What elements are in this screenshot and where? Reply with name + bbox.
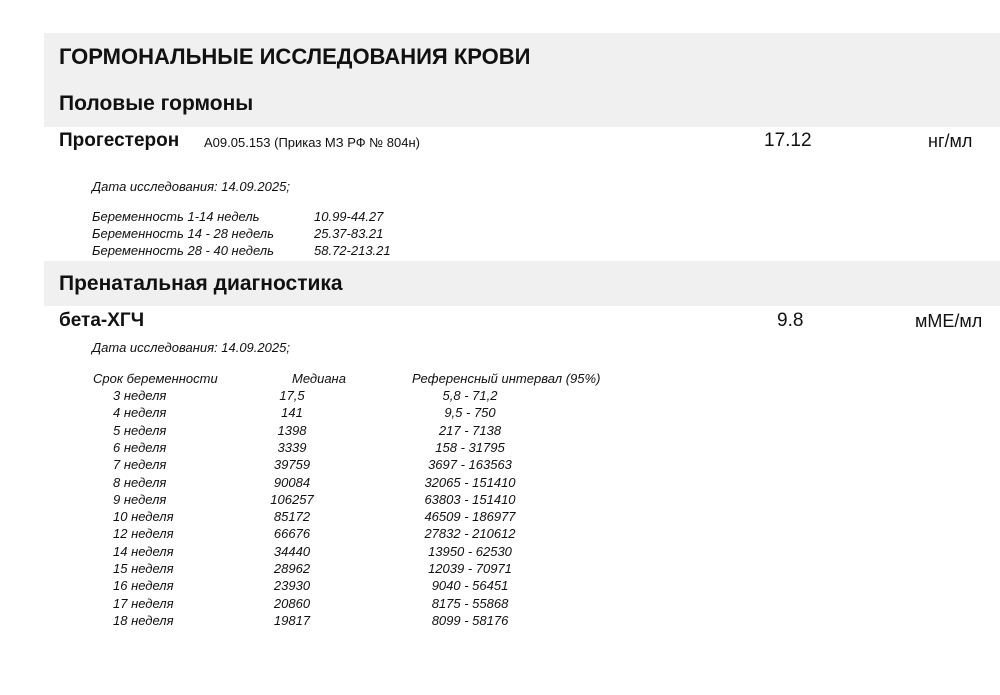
reference-interval-cell: 32065 - 151410	[424, 475, 516, 490]
result-unit-progesterone: нг/мл	[928, 131, 973, 151]
reference-interval-cell: 5,8 - 71,2	[442, 388, 498, 403]
gestation-week-cell: 16 неделя	[113, 578, 174, 593]
reference-interval-cell: 13950 - 62530	[428, 544, 512, 559]
gestation-week-cell: 17 неделя	[113, 596, 174, 611]
reference-interval-cell: 3697 - 163563	[428, 457, 512, 472]
gestation-week-cell: 7 неделя	[113, 457, 167, 472]
median-cell: 3339	[277, 440, 307, 455]
median-cell: 141	[281, 405, 303, 420]
reference-label: Беременность 14 - 28 недель	[92, 226, 274, 241]
test-name-hcg: бета-ХГЧ	[59, 310, 145, 331]
test-code-progesterone: A09.05.153 (Приказ МЗ РФ № 804н)	[204, 135, 420, 150]
reference-interval-cell: 8099 - 58176	[431, 613, 509, 628]
gestation-week-cell: 18 неделя	[113, 613, 174, 628]
gestation-week-cell: 12 неделя	[113, 526, 174, 541]
median-cell: 90084	[273, 475, 311, 490]
reference-interval-cell: 27832 - 210612	[424, 526, 516, 541]
reference-interval-cell: 63803 - 151410	[424, 492, 516, 507]
gestation-week-cell: 8 неделя	[113, 475, 167, 490]
result-value-progesterone: 17.12	[764, 130, 812, 151]
gestation-week-cell: 9 неделя	[113, 492, 167, 507]
gestation-week-cell: 14 неделя	[113, 544, 174, 559]
reference-label: Беременность 28 - 40 недель	[92, 243, 274, 258]
gestation-week-cell: 15 неделя	[113, 561, 174, 576]
gestation-week-cell: 10 неделя	[113, 509, 174, 524]
gestation-week-cell: 3 неделя	[113, 388, 167, 403]
median-cell: 39759	[273, 457, 311, 472]
reference-interval-cell: 8175 - 55868	[431, 596, 509, 611]
reference-interval-cell: 46509 - 186977	[424, 509, 516, 524]
median-cell: 28962	[273, 561, 311, 576]
reference-range: 58.72-213.21	[314, 243, 391, 258]
reference-interval-cell: 158 - 31795	[435, 440, 505, 455]
median-cell: 85172	[273, 509, 311, 524]
median-cell: 17,5	[279, 388, 305, 403]
median-cell: 23930	[273, 578, 311, 593]
result-value-hcg: 9.8	[777, 310, 804, 331]
column-header: Референсный интервал (95%)	[412, 371, 601, 386]
group-title-prenatal: Пренатальная диагностика	[59, 272, 343, 295]
result-unit-hcg: мМЕ/мл	[915, 311, 983, 331]
column-header: Срок беременности	[93, 371, 218, 386]
median-cell: 34440	[273, 544, 311, 559]
group-title-sex-hormones: Половые гормоны	[59, 92, 254, 115]
median-cell: 66676	[273, 526, 311, 541]
gestation-week-cell: 6 неделя	[113, 440, 167, 455]
reference-interval-cell: 9,5 - 750	[444, 405, 496, 420]
test-name-progesterone: Прогестерон	[59, 130, 180, 151]
section-title: ГОРМОНАЛЬНЫЕ ИССЛЕДОВАНИЯ КРОВИ	[59, 44, 531, 69]
study-date-hcg: Дата исследования: 14.09.2025;	[92, 340, 290, 355]
gestation-week-cell: 5 неделя	[113, 423, 167, 438]
reference-interval-cell: 12039 - 70971	[428, 561, 512, 576]
column-header: Медиана	[292, 371, 346, 386]
median-cell: 19817	[273, 613, 311, 628]
median-cell: 1398	[277, 423, 307, 438]
reference-label: Беременность 1-14 недель	[92, 209, 260, 224]
reference-interval-cell: 9040 - 56451	[431, 578, 509, 593]
study-date-progesterone: Дата исследования: 14.09.2025;	[92, 179, 290, 194]
gestation-week-cell: 4 неделя	[113, 405, 167, 420]
median-cell: 20860	[273, 596, 311, 611]
reference-interval-cell: 217 - 7138	[438, 423, 502, 438]
reference-range: 10.99-44.27	[314, 209, 384, 224]
reference-range: 25.37-83.21	[314, 226, 384, 241]
median-cell: 106257	[270, 492, 314, 507]
